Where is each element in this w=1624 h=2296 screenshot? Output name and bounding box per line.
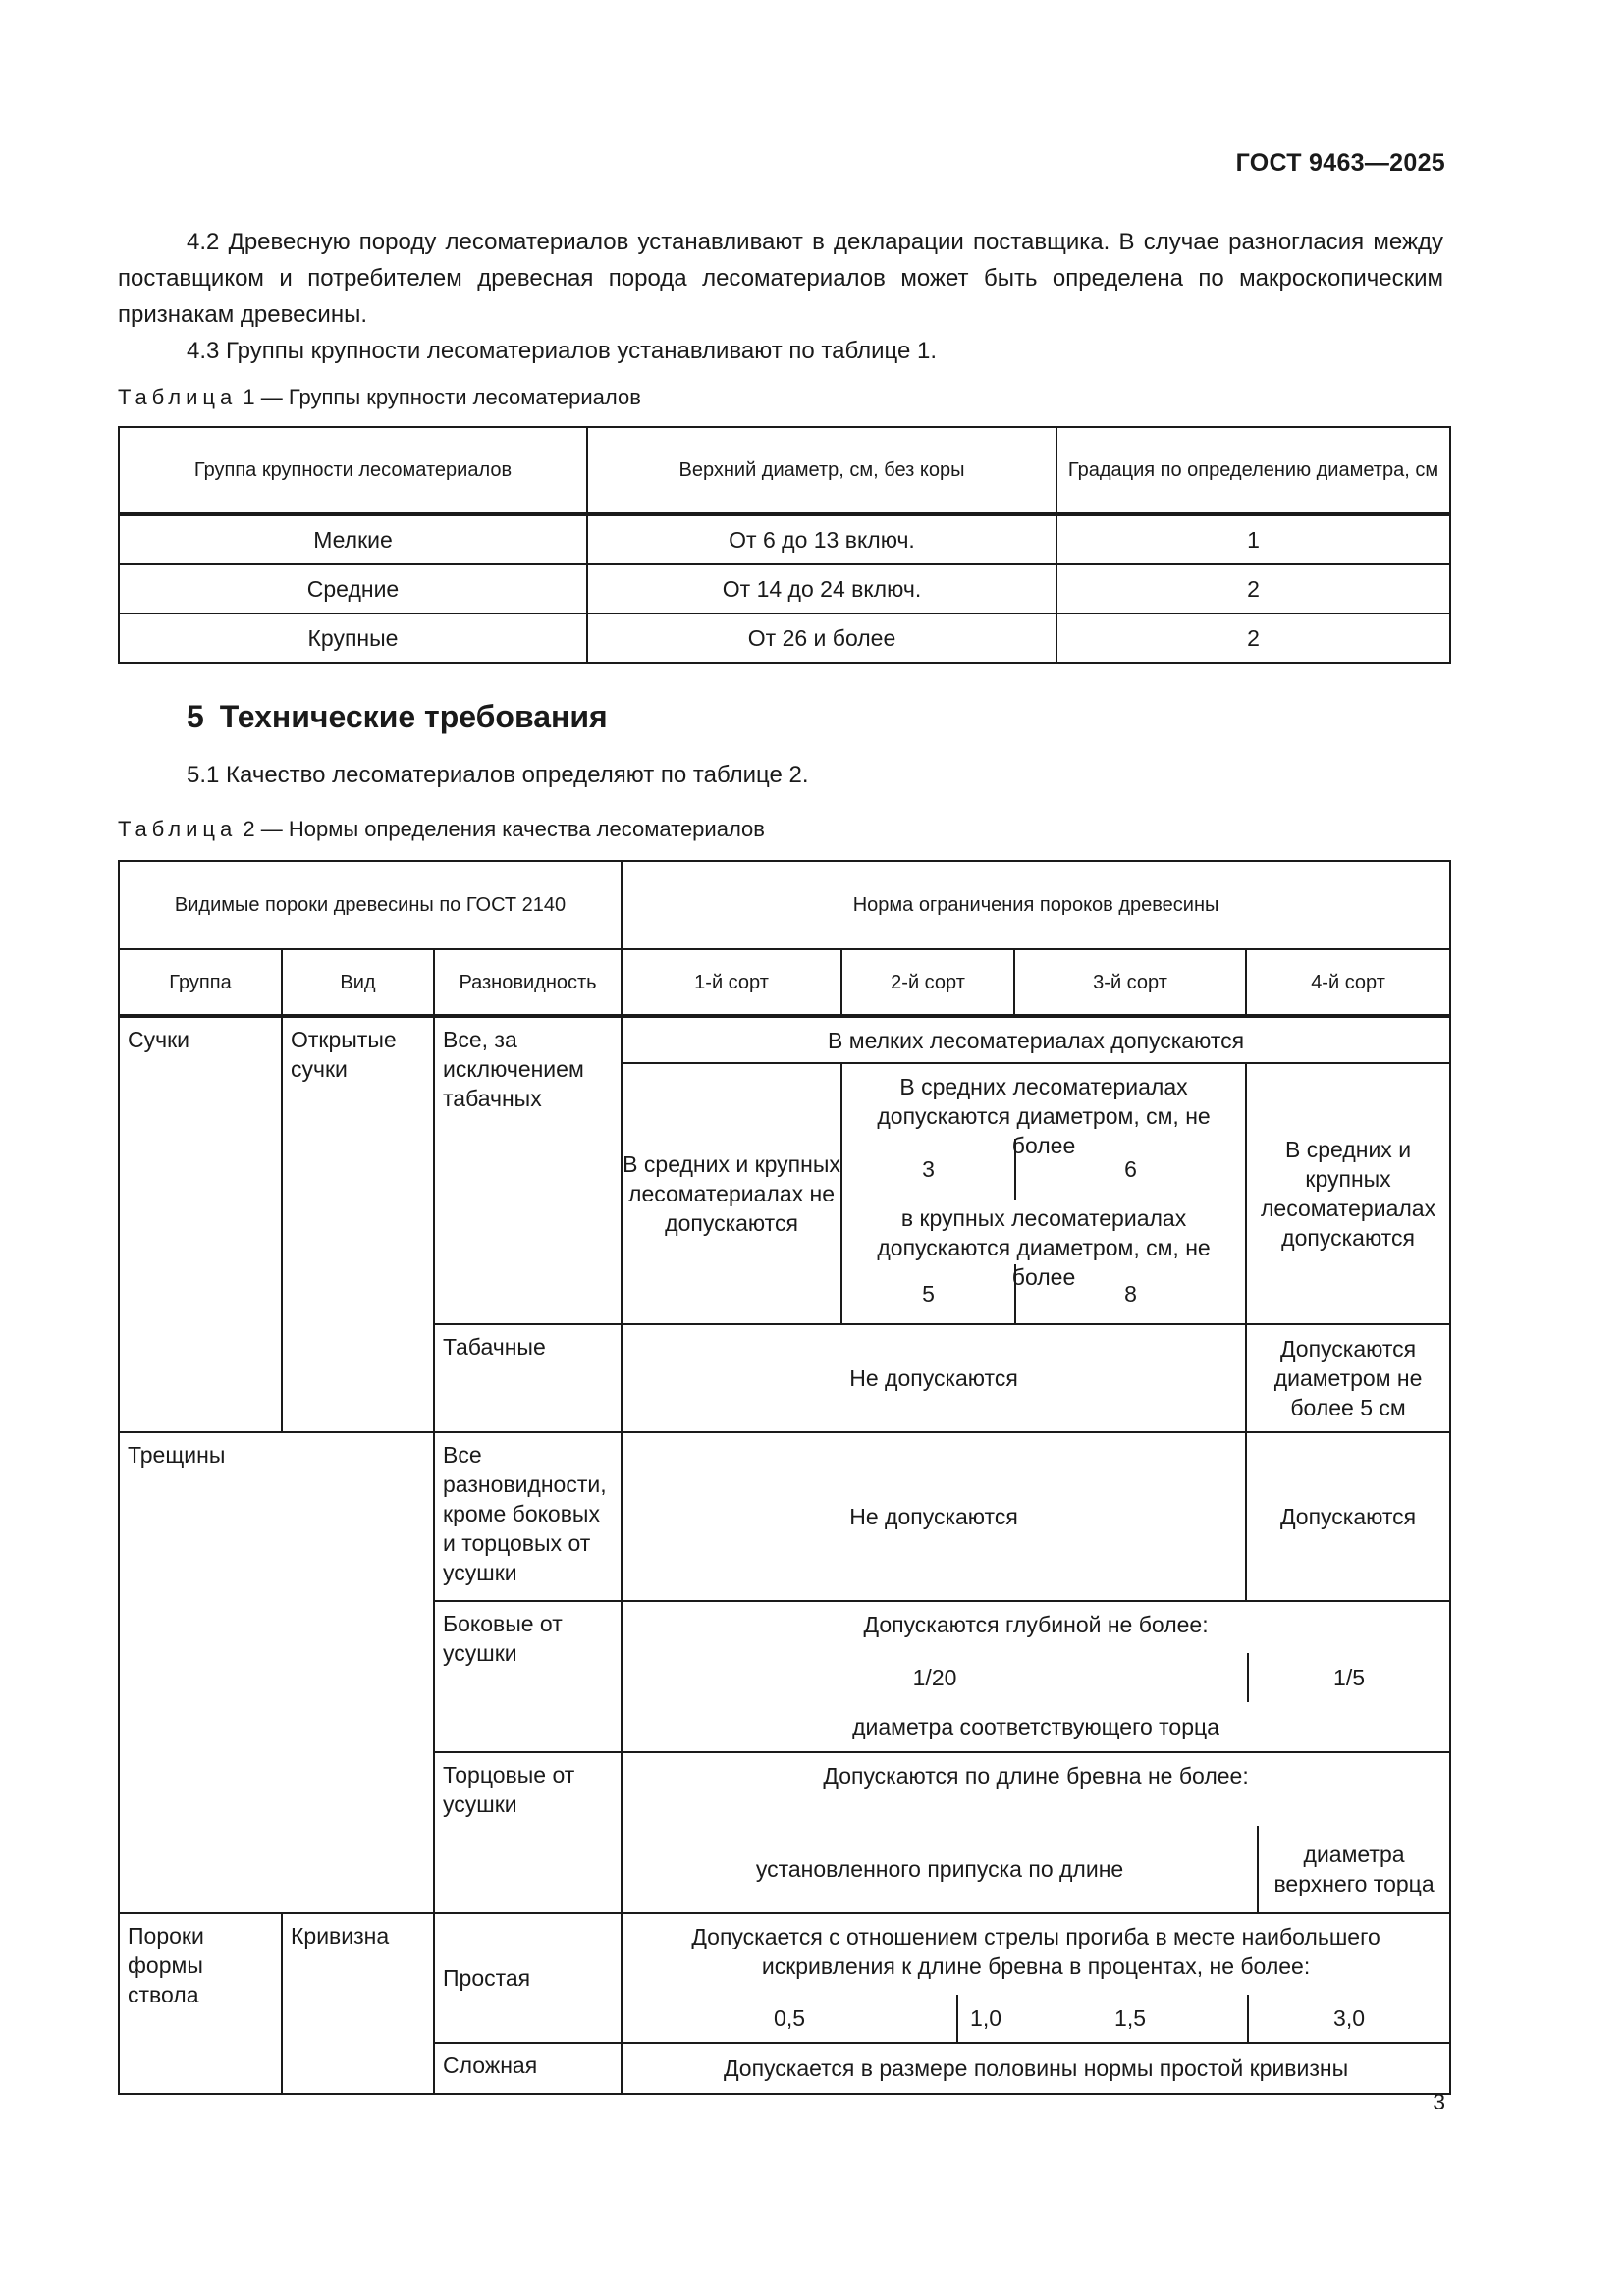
table-1 <box>118 426 1451 664</box>
col-grade-3: 3-й сорт <box>1014 949 1246 1016</box>
paragraph-4-3: 4.3 Группы крупности лесоматериалов устанавливают по таблице 1. <box>187 338 938 364</box>
tobacco-grade-4: Допускаются диаметром не более 5 см <box>1246 1324 1450 1432</box>
large-grade-2-value: 5 <box>922 1281 935 1307</box>
col-group: Группа <box>119 949 282 1016</box>
simple-curvature-norms <box>622 1913 1450 2043</box>
table1-cell: Крупные <box>119 614 587 663</box>
complex-curvature-norm: Допускается в размере половины нормы простой кривизны <box>622 2043 1450 2094</box>
side-shrinkage-grades-1-3: 1/20 <box>912 1665 957 1690</box>
paragraph-4-2: 4.2 Древесную породу лесоматериалов устанавливают в декларации поставщика. В случае разногласия между поставщиком и потребителем древесная порода лесоматериалов может быть определена по макроскопическим признакам древесины. <box>118 229 1443 328</box>
cracks-not-allowed: Не допускаются <box>622 1432 1246 1601</box>
end-shrinkage-head: Допускаются по длине бревна не более: <box>823 1763 1249 1789</box>
table2-header-row <box>119 861 1450 949</box>
side-shrinkage-grade-4: 1/5 <box>1247 1653 1449 1702</box>
section-5-heading: 5 Технические требования <box>187 699 608 734</box>
group-cracks: Трещины <box>119 1432 434 1913</box>
table1-header-row <box>119 427 1450 514</box>
small-logs-allowed: В мелких лесоматериалах допускаются <box>622 1016 1450 1063</box>
table1-row <box>119 514 1450 564</box>
table-2 <box>118 860 1451 2095</box>
table2-caption: Таблица 2 — Нормы определения качества лесоматериалов <box>118 817 765 841</box>
medium-grade-3-value: 6 <box>1014 1139 1245 1200</box>
medium-grade-2-value: 3 <box>922 1156 935 1182</box>
table1-header-cell: Градация по определению диаметра, см <box>1056 427 1450 514</box>
table1-cell: От 6 до 13 включ. <box>587 514 1056 564</box>
table1-cell: От 26 и более <box>587 614 1056 663</box>
table1-header-cell: Группа крупности лесоматериалов <box>119 427 587 514</box>
table2-header-norms: Норма ограничения пороков древесины <box>622 861 1450 949</box>
variety-except-tobacco: Все, за исключением табачных <box>434 1016 622 1324</box>
variety-end-shrinkage: Торцовые от усушки <box>434 1752 622 1913</box>
end-shrinkage-grades-1-3: установленного припуска по длине <box>755 1856 1124 1882</box>
side-shrinkage-foot: диаметра соответствующего торца <box>852 1714 1219 1739</box>
medium-logs-text: В средних лесоматериалах допускаются диаметром, см, не более <box>877 1074 1211 1158</box>
variety-all-cracks: Все разновидности, кроме боковых и торцовых от усушки <box>434 1432 622 1601</box>
standard-designation: ГОСТ 9463—2025 <box>1235 149 1445 177</box>
variety-complex: Сложная <box>434 2043 622 2094</box>
variety-tobacco: Табачные <box>434 1324 622 1432</box>
col-grade-2: 2-й сорт <box>841 949 1014 1016</box>
body-text <box>118 224 1443 369</box>
col-grade-4: 4-й сорт <box>1246 949 1450 1016</box>
cracks-grade-4: Допускаются <box>1246 1432 1450 1601</box>
col-kind: Вид <box>282 949 434 1016</box>
table1-caption: Таблица 1 — Группы крупности лесоматериалов <box>118 385 641 409</box>
knots-grade-1: В средних и крупных лесоматериалах не допускаются <box>622 1063 841 1324</box>
col-variety: Разновидность <box>434 949 622 1016</box>
paragraph-5-1: 5.1 Качество лесоматериалов определяют по таблице 2. <box>187 762 809 788</box>
table1-row <box>119 564 1450 614</box>
table1-header-cell: Верхний диаметр, см, без коры <box>587 427 1056 514</box>
curvature-grade-4: 3,0 <box>1247 1995 1449 2042</box>
side-shrinkage-head: Допускаются глубиной не более: <box>863 1612 1209 1637</box>
kind-open-knots: Открытые сучки <box>282 1016 434 1432</box>
table1-cell: 2 <box>1056 564 1450 614</box>
curvature-grade-2: 1,0 <box>956 1995 1013 2042</box>
table2-row <box>119 1016 1450 1063</box>
table1-cell: 1 <box>1056 514 1450 564</box>
curvature-grade-3: 1,5 <box>1114 2005 1147 2031</box>
side-shrinkage-norms <box>622 1601 1450 1752</box>
table1-cell: 2 <box>1056 614 1450 663</box>
simple-curvature-head: Допускается с отношением стрелы прогиба в месте наибольшего искривления к длине бревна в процентах, не более: <box>691 1924 1380 1979</box>
table2-row <box>119 1913 1450 2043</box>
end-shrinkage-norms <box>622 1752 1450 1913</box>
table1-cell: Мелкие <box>119 514 587 564</box>
table2-subheader-row <box>119 949 1450 1016</box>
table1-row <box>119 614 1450 663</box>
group-shape-defects: Пороки формы ствола <box>119 1913 282 2094</box>
curvature-grade-1: 0,5 <box>774 2005 806 2031</box>
knots-grade-4: В средних и крупных лесоматериалах допускаются <box>1246 1063 1450 1324</box>
variety-simple: Простая <box>434 1913 622 2043</box>
table1-cell: Средние <box>119 564 587 614</box>
page-number: 3 <box>1433 2089 1445 2114</box>
variety-side-shrinkage: Боковые от усушки <box>434 1601 622 1752</box>
end-shrinkage-grade-4: диаметра верхнего торца <box>1257 1826 1449 1912</box>
large-logs-text: в крупных лесоматериалах допускаются диаметром, см, не более <box>877 1205 1211 1290</box>
table1-cell: От 14 до 24 включ. <box>587 564 1056 614</box>
tobacco-not-allowed: Не допускаются <box>622 1324 1246 1432</box>
table2-row <box>119 1432 1450 1601</box>
large-grade-3-value: 8 <box>1014 1264 1245 1323</box>
kind-curvature: Кривизна <box>282 1913 434 2094</box>
knots-grades-2-3 <box>841 1063 1246 1324</box>
table2-header-defects: Видимые пороки древесины по ГОСТ 2140 <box>119 861 622 949</box>
group-knots: Сучки <box>119 1016 282 1432</box>
col-grade-1: 1-й сорт <box>622 949 841 1016</box>
